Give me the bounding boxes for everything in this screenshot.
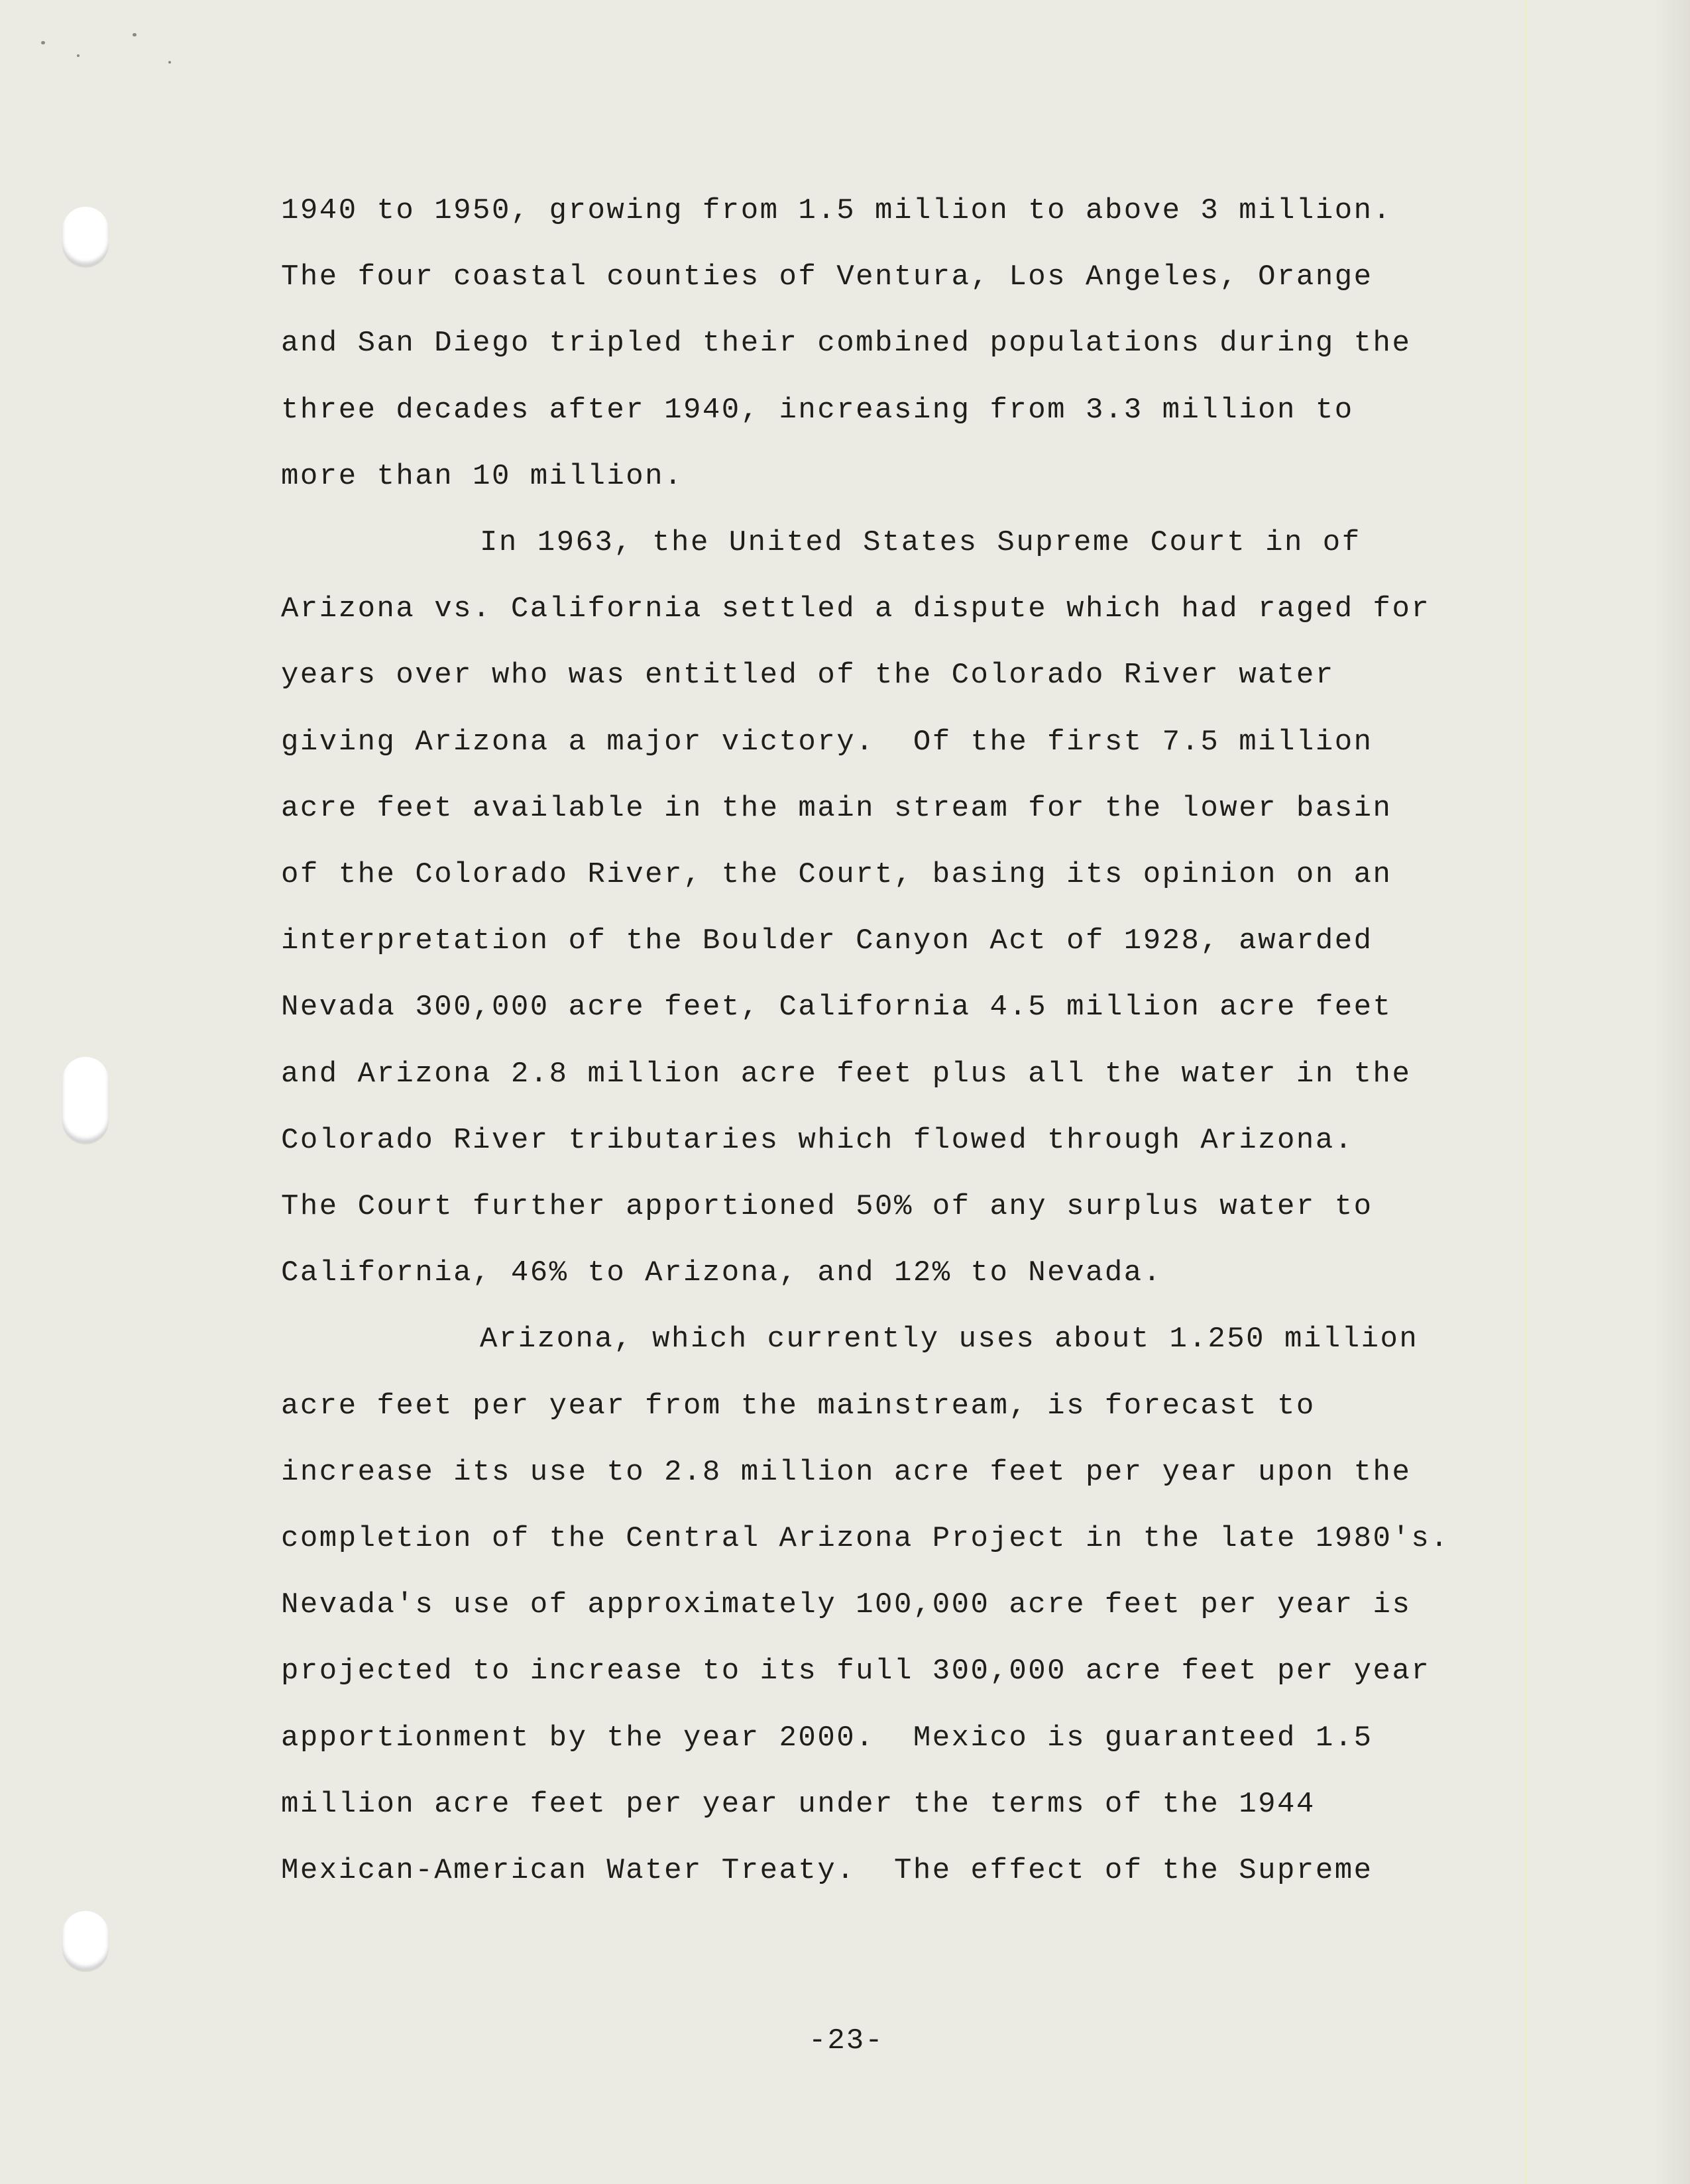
text-line: increase its use to 2.8 million acre feet per year upon the [281, 1455, 1412, 1489]
page-edge-shadow [1653, 0, 1690, 2184]
text-line: acre feet available in the main stream for the lower basin [281, 791, 1392, 825]
paragraph-start-line: Arizona, which currently uses about 1.250 million [480, 1323, 1419, 1356]
text-line: million acre feet per year under the terms of the 1944 [281, 1787, 1316, 1821]
text-line: 1940 to 1950, growing from 1.5 million to above 3 million. [281, 194, 1392, 227]
text-line: California, 46% to Arizona, and 12% to Nevada. [281, 1256, 1162, 1290]
body-text [281, 178, 1494, 1904]
text-line: and Arizona 2.8 million acre feet plus all the water in the [281, 1057, 1412, 1091]
binder-punch-hole-bottom [62, 1911, 109, 1971]
paragraph-start-line: In 1963, the United States Supreme Court in of [480, 526, 1361, 560]
text-line: years over who was entitled of the Colorado River water [281, 659, 1335, 692]
paper-speck [168, 61, 171, 64]
paper-speck [77, 54, 80, 57]
text-line: more than 10 million. [281, 459, 683, 493]
text-line: apportionment by the year 2000. Mexico is guaranteed 1.5 [281, 1721, 1373, 1755]
margin-fold-line [1526, 0, 1527, 2184]
paper-speck [41, 41, 45, 44]
text-line: Colorado River tributaries which flowed through Arizona. [281, 1123, 1354, 1157]
paper-speck [133, 33, 137, 36]
text-line: Arizona vs. California settled a dispute which had raged for [281, 592, 1431, 626]
text-line: The Court further apportioned 50% of any surplus water to [281, 1190, 1373, 1224]
binder-punch-hole-top [62, 207, 109, 266]
text-line: three decades after 1940, increasing from 3.3 million to [281, 393, 1354, 427]
text-line: projected to increase to its full 300,000 acre feet per year [281, 1655, 1431, 1688]
binder-punch-hole-middle [62, 1057, 109, 1143]
text-line: Mexican-American Water Treaty. The effect of the Supreme [281, 1854, 1373, 1888]
text-line: completion of the Central Arizona Project in the late 1980's. [281, 1522, 1450, 1556]
text-line: of the Colorado River, the Court, basing its opinion on an [281, 858, 1392, 892]
text-line: acre feet per year from the mainstream, is forecast to [281, 1389, 1316, 1423]
page-number: -23- [809, 2024, 884, 2057]
text-line: interpretation of the Boulder Canyon Act of 1928, awarded [281, 924, 1373, 958]
text-line: Nevada 300,000 acre feet, California 4.5 million acre feet [281, 991, 1392, 1024]
text-line: and San Diego tripled their combined populations during the [281, 327, 1412, 360]
text-line: Nevada's use of approximately 100,000 acre feet per year is [281, 1588, 1412, 1622]
text-line: giving Arizona a major victory. Of the first 7.5 million [281, 725, 1373, 759]
text-line: The four coastal counties of Ventura, Los Angeles, Orange [281, 260, 1373, 294]
